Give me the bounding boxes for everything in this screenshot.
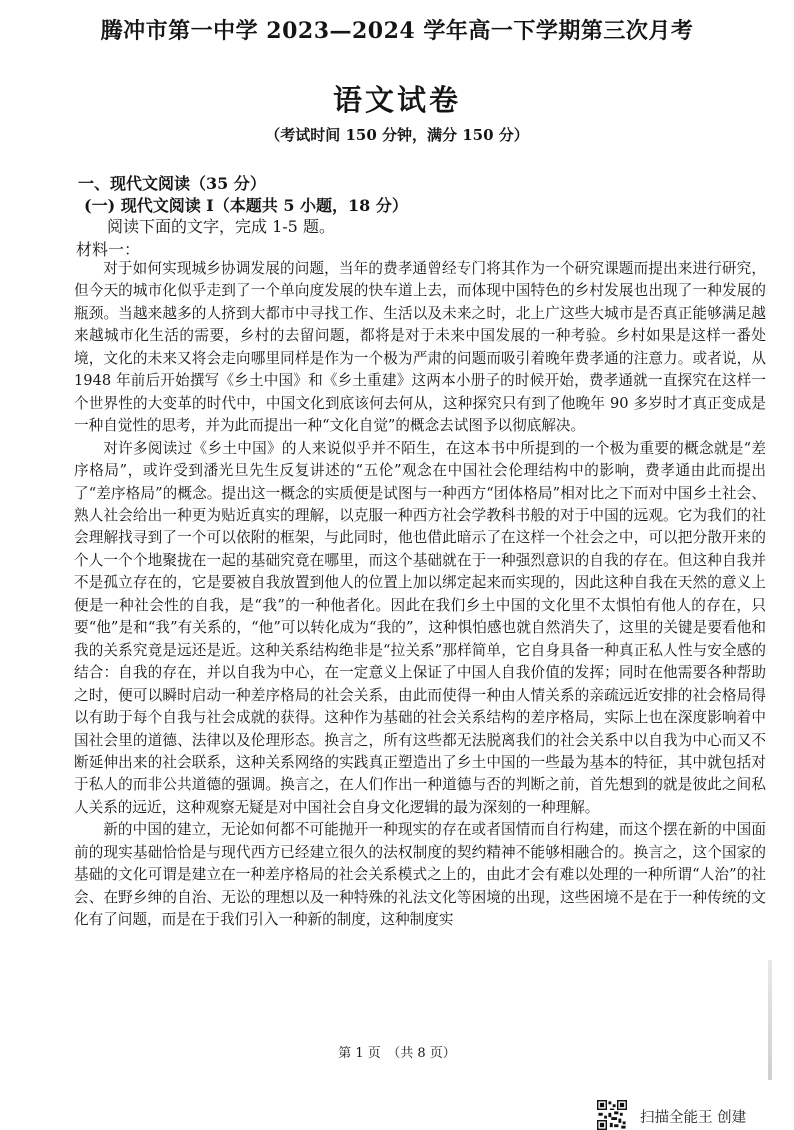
part-one-heading: 一、现代文阅读（35 分） (78, 174, 266, 193)
passage-paragraph: 对许多阅读过《乡土中国》的人来说似乎并不陌生，在这本书中所提到的一个极为重要的概念就是“差序格局”，或许受到潘光旦先生反复讲述的“五伦”观念在中国社会伦理结构中的影响，费孝通由此而提出了“差序格局”的概念。提出这一概念的实质便是试图与一种西方“团体格局”相对比之下而对中国乡土社会、熟人社会给出一种更为贴近真实的理解，以克服一种西方社会学教科书般的对于中国的远观。它为我们的社会理解找寻到了一个可以依附的框架，与此同时，他也借此暗示了在这样一个社会之中，可以把分散开来的个人一个个地聚拢在一起的基础究竟在哪里，而这个基础就在于一种强烈意识的自我的存在。但这种自我并不是孤立存在的，它是要被自我放置到他人的位置上加以绑定起来而实现的，因此这种自我在天然的意义上便是一种社会性的自我，是“我”的一种他者化。因此在我们乡土中国的文化里不太惧怕有他人的存在，只要“他”是和“我”有关系的，“他”可以转化成为“我的”，这种惧怕感也就自然消失了，这里的关键是要看他和我的关系究竟是远还是近。这种关系结构绝非是“拉关系”那样简单，它自身具备一种真正私人性与安全感的结合：自我的存在，并以自我为中心，在一定意义上保证了中国人自我价值的发挥；同时在他需要各种帮助之时，便可以瞬时启动一种差序格局的社会关系，由此而使得一种由人情关系的亲疏远近安排的社会格局得以有助于每个自我与社会成就的获得。这种作为基础的社会关系结构的差序格局，实际上也在深度影响着中国社会里的道德、法律以及伦理形态。换言之，所有这些都无法脱离我们的社会关系中以自我为中心而又不断延伸出来的社会联系，这种关系网络的实践真正塑造出了乡土中国的一些最为基本的特征，其中就包括对于私人的而非公共道德的强调。换言之，在人们作出一种道德与否的判断之前，首先想到的就是彼此之间私人关系的远近，这种观察无疑是对中国社会自身文化逻辑的最为深刻的一种理解。 (74, 439, 766, 816)
passage-paragraph: 对于如何实现城乡协调发展的问题，当年的费孝通曾经专门将其作为一个研究课题而提出来进行研究，但今天的城市化似乎走到了一个单向度发展的快车道上去，而体现中国特色的乡村发展也出现了一种发展的瓶颈。当越来越多的人挤到大都市中寻找工作、生活以及未来之时，北上广这些大城市是否真正能够满足越来越城市化生活的需要，乡村的去留问题，都将是对于未来中国发展的一种考验。乡村如果是这样一番处境，文化的未来又将会走向哪里同样是作为一个极为严肃的问题而吸引着晚年费孝通的注意力。或者说，从 1948 年前后开始撰写《乡土中国》和《乡土重建》这两本小册子的时候开始，费孝通就一直探究在这样一个世界性的大变革的时代中，中国文化到底该何去何从，这种探究只有到了他晚年 90 多岁时才真正变成是一种自觉性的思考，并为此而提出一种“文化自觉”的概念去试图予以彻底解决。 (74, 260, 766, 435)
subject-title: 语文试卷 (332, 83, 461, 117)
qr-code-icon (597, 1100, 627, 1130)
reading-instruction: 阅读下面的文字，完成 1-5 题。 (107, 217, 335, 236)
school-title: 腾冲市第一中学 2023—2024 学年高一下学期第三次月考 (100, 18, 694, 44)
scan-edge-shadow (768, 960, 772, 1080)
page-number: 第 1 页 （共 8 页） (338, 1046, 456, 1061)
material-label: 材料一： (76, 240, 141, 259)
reading-passage (74, 258, 766, 932)
scanner-watermark: 扫描全能王 创建 (640, 1110, 747, 1126)
exam-info: （考试时间 150 分钟，满分 150 分） (265, 126, 529, 144)
passage-paragraph: 新的中国的建立，无论如何都不可能抛开一种现实的存在或者国情而自行构建，而这个摆在新的中国面前的现实基础恰恰是与现代西方已经建立很久的法权制度的契约精神不能够相融合的。换言之，这个国家的基础的文化可谓是建立在一种差序格局的社会关系模式之上的，由此才会有难以处理的一种所谓“人治”的社会、在野乡绅的自治、无讼的理想以及一种特殊的礼法文化等困境的出现，这些困境不是在于一种传统的文化有了问题，而是在于我们引入一种新的制度，这种制度实 (74, 821, 766, 929)
subsection-heading: (一) 现代文阅读 I（本题共 5 小题，18 分） (84, 196, 408, 215)
